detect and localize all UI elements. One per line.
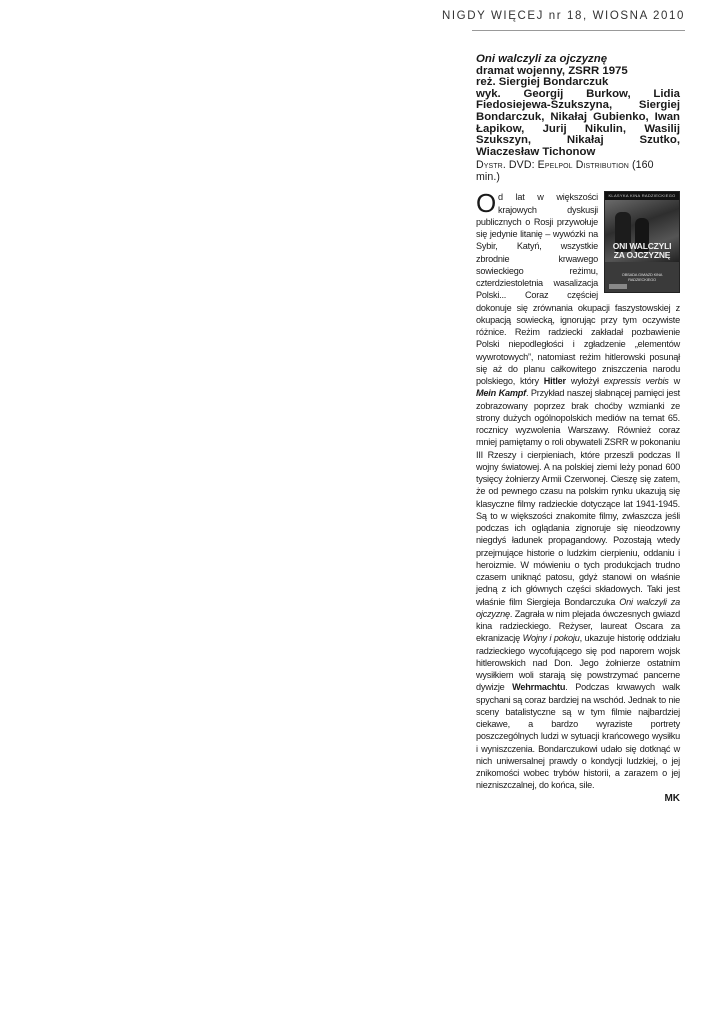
cover-logo: [609, 284, 627, 289]
running-header: NIGDY WIĘCEJ nr 18, WIOSNA 2010: [441, 10, 685, 22]
review-column: [476, 54, 680, 804]
header-divider: [472, 30, 685, 31]
film-genre: dramat wojenny, ZSRR 1975: [476, 64, 628, 77]
runtime: (160 min.): [476, 159, 654, 184]
distributor-prefix: Dystr. DVD:: [476, 159, 538, 172]
film-director: reż. Siergiej Bondarczuk: [476, 76, 609, 89]
author-signature: MK: [664, 792, 680, 804]
cover-series-label: KLASYKA KINA RADZIECKIEGO: [608, 193, 676, 199]
distribution-info: [476, 159, 680, 183]
film-title: Oni walczyli za ojczyznę: [476, 53, 608, 65]
film-credits: [476, 54, 680, 158]
dvd-cover-image: [604, 191, 680, 293]
review-body: KLASYKA KINA RADZIECKIEGO ONI WALCZYLI ZA OJCZYZNĘ OBSADA GWIAZD KINA RADZIECKIEGO O d lat w większości krajowych dyskusji publicznych o Rosji przywołuje się jedynie litanię – wywózki na Sybir, Katyń, wszystkie zbrodnie krwawego sowieckiego reżimu, czterdziestoletnia wasalizacja Polski... Coraz częściej dokonuje się zrównania okupacji faszystowskiej z okupacją sowiecką, ignorując przy tym oczywiste różnice. Reżim radziecki zakładał pozbawienie Polski niepodległości i zgładzenie „elementów wywrotowych”, natomiast reżim hitlerowski posunął się aż do planu całkowitego zniszczenia narodu polskiego, który Hitler wyłożył expressis verbis w Mein Kampf. Przykład naszej słabnącej pamięci jest zobrazowany poprzez brak choćby wzmianki ze strony dużych ogólnopolskich mediów na temat 65. rocznicy wyzwolenia Warszawy. Również coraz mniej pamiętamy o roli obywateli ZSRR w pokonaniu III Rzeszy i cierpieniach, które przeszli podczas II wojny światowej. A na polskiej ziemi leży ponad 600 tysięcy żołnierzy Armii Czerwonej. Cieszę się zatem, że od pewnego czasu na polskim rynku ukazują się klasyczne filmy radzieckie dotyczące lat 1941-1945. Są to w większości znakomite filmy, zwłaszcza jeśli podczas ich oglądania zignoruje się nieodzowny niegdyś ładunek propagandowy. Pozostają wtedy przejmujące historie o ludzkim cierpieniu, oddaniu i heroizmie. W mówieniu o tych produkcjach trudno czasem uniknąć patosu, gdyż stanowi on właśnie jedną z ich głównych części składowych. Taki jest właśnie film Siergieja Bondarczuka Oni walczyli za ojczyznę. Zagrała w nim plejada ówczesnych gwiazd kina radzieckiego. Reżyser, laureat Oscara za ekranizację Wojny i pokoju, ukazuje historię oddziału radzieckiego wycofującego się pod naporem wojsk hitlerowskich nad Don. Jego żołnierze ostatnim wysiłkiem woli starają się powstrzymać pancerne dywizje Wehrmachtu. Podczas krwawych walk spychani są coraz bardziej na wschód. Jednak to nie sceny batalistyczne są w tym filmie najbardziej ciekawe, a bardzo wyraziste portrety poszczególnych ludzi w sytuacji krańcowego wysiłku i wyniszczenia. Bondarczukowi udało się dotknąć w nich uniwersalnej prawdy o kondycji ludzkiej, o jej znikomości wobec trybów historii, a zarazem o jej niezniszczalnej, do końca, sile.: [476, 188, 680, 791]
drop-cap: O: [476, 188, 497, 219]
distributor-name: Epelpol Distribution: [537, 159, 629, 172]
cover-subtitle: OBSADA GWIAZD KINA RADZIECKIEGO: [621, 272, 663, 283]
cover-title: ONI WALCZYLI ZA OJCZYZNĘ: [612, 241, 672, 261]
film-cast: wyk. Georgij Burkow, Lidia Fiedosiejewa-Szukszyna, Siergiej Bondarczuk, Nikałaj Gubienko, Iwan Łapikow, Jurij Nikulin, Wasilij Szukszyn, Nikałaj Szutko, Wiaczesław Tichonow: [476, 87, 680, 158]
